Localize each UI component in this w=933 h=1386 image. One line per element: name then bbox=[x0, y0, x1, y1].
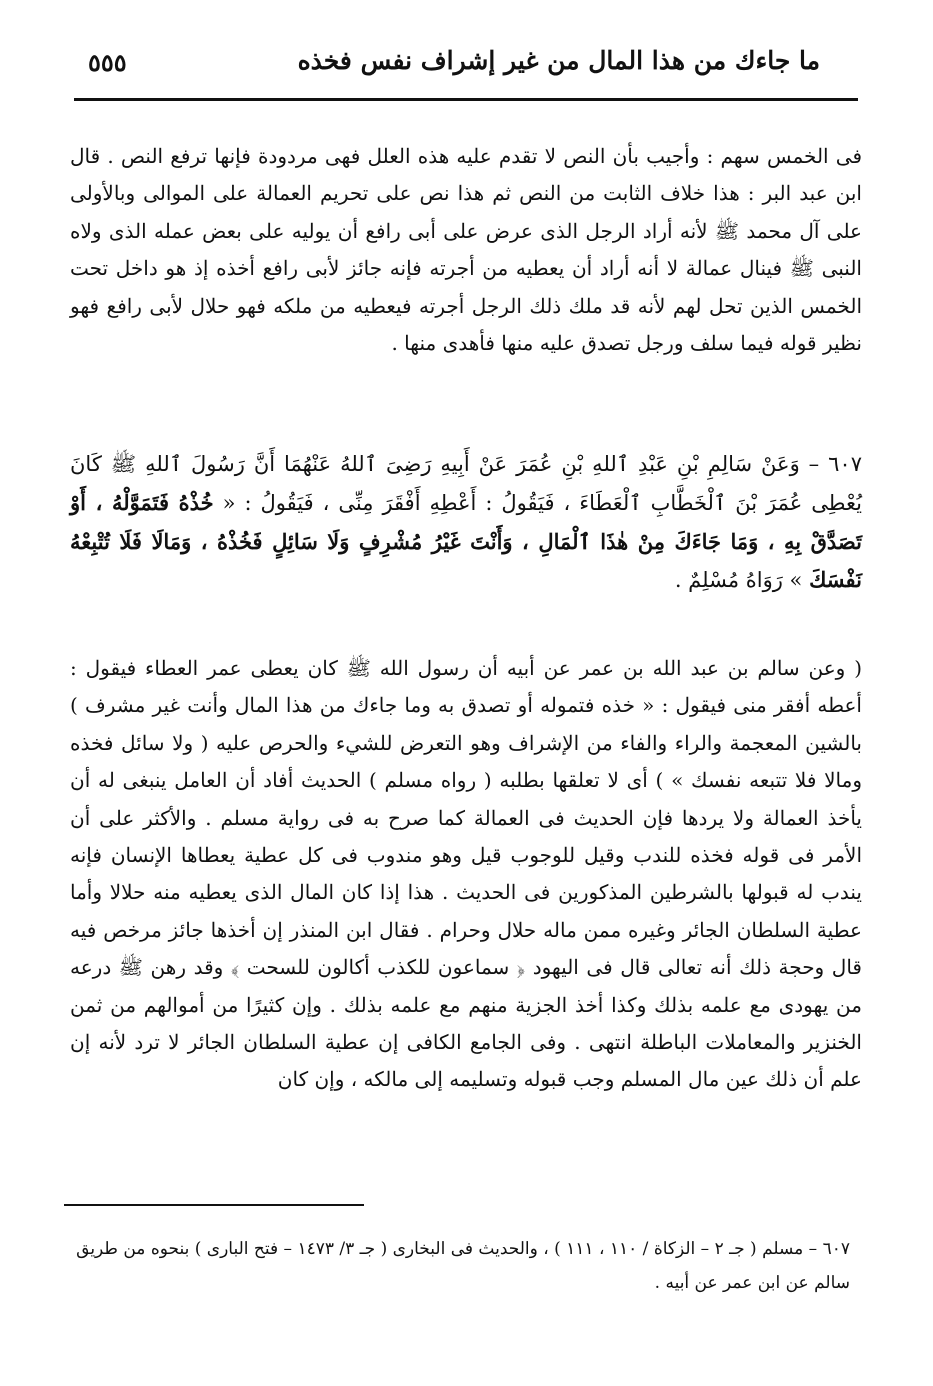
page-number: ٥٥٥ bbox=[88, 48, 127, 77]
hadith-quote: خُذْهُ فَتَمَوَّلْهُ ، أَوْ تَصَدَّقْ بِهِ ، وَمَا جَاءَكَ مِنْ هٰذَا ٱلْمَالِ ، وَأَنْتَ غَيْرُ مُشْرِفٍ وَلَا سَائِلٍ فَخُذْهُ ، وَمَالَا فَلَا تُتْبِعْهُ نَفْسَكَ bbox=[70, 489, 862, 593]
footnote: ٦٠٧ – مسلم ( جـ ٢ – الزكاة / ١١٠ ، ١١١ ) ، والحديث فى البخارى ( جـ ٣/ ١٤٧٣ – فتح البارى ) بنحوه من طريق سالم عن ابن عمر عن أبيه . bbox=[76, 1239, 850, 1293]
hadith-attribution: » رَوَاهُ مُسْلِمٌ . bbox=[674, 568, 803, 593]
footnote-rule bbox=[64, 1204, 364, 1206]
commentary-paragraph-top: فى الخمس سهم : وأجيب بأن النص لا تقدم عليه هذه العلل فهى مردودة فإنها ترفع النص . قال ابن عبد البر : هذا خلاف الثابت من النص ثم هذا نص على تحريم العمالة على الموالى وبالأولى على آل محمد ﷺ لأنه أراد الرجل الذى عرض على أبى رافع أن يوليه على بعض عمله الذى ولاه النبى ﷺ فينال عمالة لا أنه أراد أن يعطيه من أجرته فإنه جائز لأبى رافع أخذه إذ هو داخل تحت الخمس الذين تحل لهم لأنه قد ملك ذلك الرجل أجرته فيعطيه من ملكه فهو حلال لأبى رافع فهو نظير قوله فيما سلف ورجل تصدق عليه منها فأهدى منها . bbox=[70, 144, 862, 356]
header-rule bbox=[74, 98, 858, 101]
commentary-paragraph-bottom: ( وعن سالم بن عبد الله بن عمر عن أبيه أن رسول الله ﷺ كان يعطى عمر العطاء فيقول : أعطه أفقر منى فيقول : « خذه فتموله أو تصدق به وما جاءك من هذا المال وأنت غير مشرف ) بالشين المعجمة والراء والفاء من الإشراف وهو التعرض للشيء والحرص عليه ( ولا سائل فخذه ومالا فلا تتبعه نفسك » ) أى لا تعلقها بطلبه ( رواه مسلم ) الحديث أفاد أن العامل ينبغى له أن يأخذ العمالة ولا يردها فإن الحديث فى العمالة كما صرح به فى رواية مسلم . والأكثر على أن الأمر فى قوله فخذه للندب وقيل للوجوب قيل وهو مندوب فى كل عطية يعطاها الإنسان فإنه يندب له قبولها بالشرطين المذكورين فى الحديث . هذا إذا كان المال الذى يعطيه منه حلالا وأما عطية السلطان الجائر وغيره ممن ماله حلال وحرام . فقال ابن المنذر إن أخذها جائز مرخص فيه قال وحجة ذلك أنه تعالى قال فى اليهود ﴿ سماعون للكذب أكالون للسحت ﴾ وقد رهن ﷺ درعه من يهودى مع علمه بذلك وكذا أخذ الجزية منهم مع علمه بذلك . وإن كثيرًا من أموالهم من ثمن الخنزير والمعاملات الباطلة انتهى . وفى الجامع الكافى إن عطية السلطان الجائر لا ترد لأنه إن علم أن ذلك عين مال المسلم وجب قبوله وتسليمه إلى مالكه ، وإن كان bbox=[70, 656, 862, 1092]
running-title: ما جاءك من هذا المال من غير إشراف نفس فخذه bbox=[297, 46, 820, 75]
hadith-intro: ٦٠٧ – وَعَنْ سَالِمِ بْنِ عَبْدِ ٱللهِ بْنِ عُمَرَ عَنْ أَبِيهِ رَضِىَ ٱللهُ عَنْهُمَا أَنَّ رَسُولَ ٱللهِ ﷺ كَانَ يُعْطِى عُمَرَ بْنَ ٱلْخَطَّابِ ٱلْعَطَاءَ ، فَيَقُولُ : أَعْطِهِ أَفْقَرَ مِنِّى ، فَيَقُولُ : « bbox=[70, 452, 862, 515]
hadith-paragraph bbox=[70, 445, 862, 600]
page-header bbox=[70, 40, 860, 90]
